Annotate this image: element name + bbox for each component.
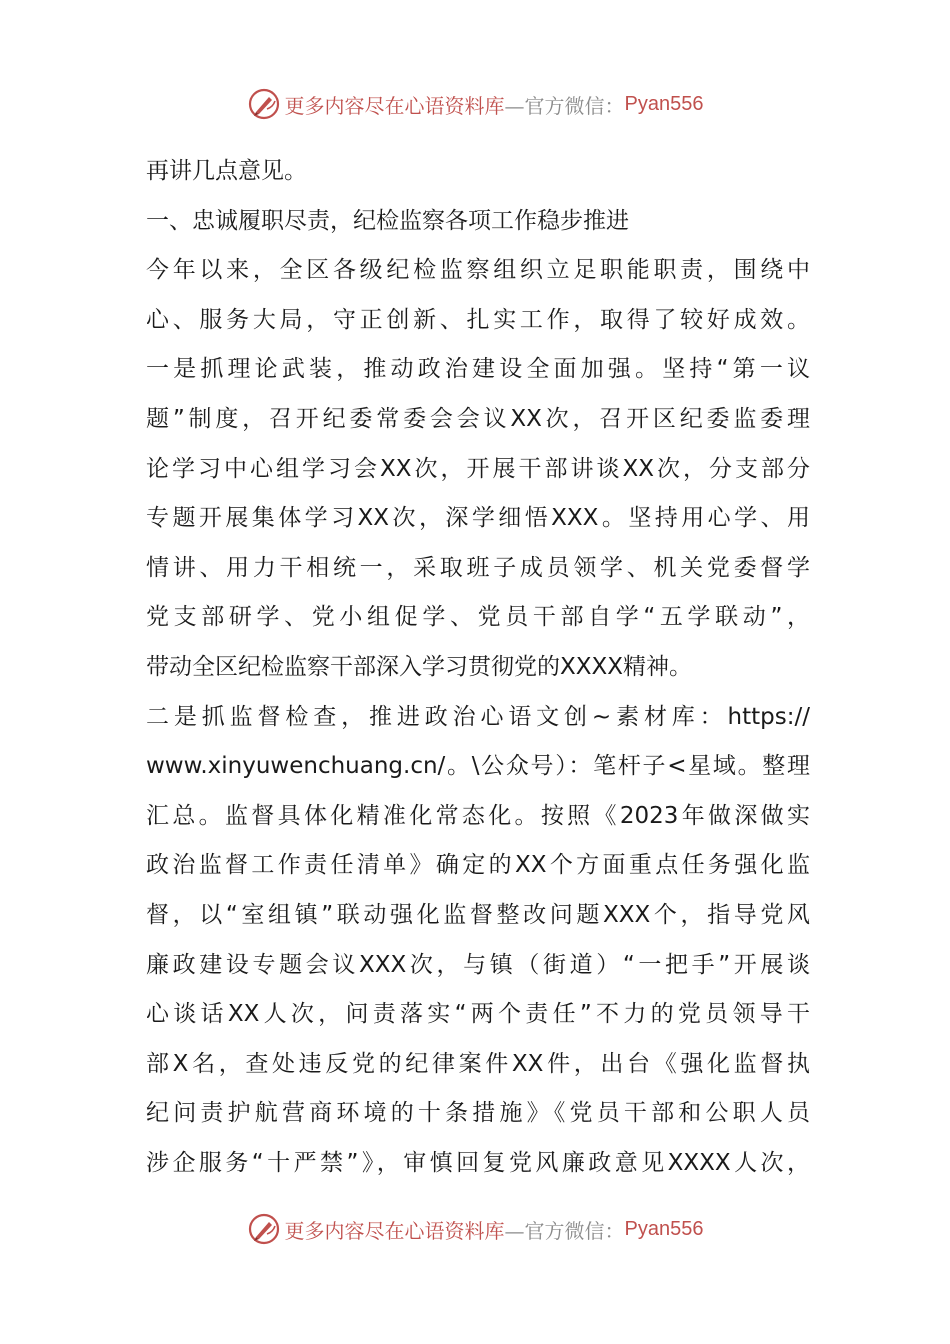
text-line: 部X名，查处违反党的纪律案件XX件，出台《强化监督执: [146, 1050, 810, 1077]
banner-title: 更多内容尽在心语资料库: [284, 1218, 505, 1243]
text-line: 今年以来，全区各级纪检监察组织立足职能职责，围绕中: [146, 257, 810, 284]
text-line: 纪问责护航营商环境的十条措施》《党员干部和公职人员: [146, 1100, 810, 1127]
header-banner: [0, 84, 950, 124]
banner-title: 更多内容尽在心语资料库: [284, 93, 505, 118]
text-line: 专题开展集体学习XX次，深学细悟XXX。坚持用心学、用: [146, 505, 810, 532]
text-line: 督，以“室组镇”联动强化监督整改问题XXX个，指导党风: [146, 901, 810, 928]
text-line: 情讲、用力干相统一，采取班子成员领学、机关党委督学: [146, 554, 810, 581]
banner-subtitle: —官方微信：: [504, 1218, 625, 1243]
footer-banner: [0, 1209, 950, 1249]
banner-wechat-id: Pyan556: [624, 92, 704, 115]
text-line: 一是抓理论武装，推动政治建设全面加强。坚持“第一议: [146, 356, 810, 383]
text-line: 心、服务大局，守正创新、扎实工作，取得了较好成效。: [146, 306, 810, 333]
document-body: [146, 147, 810, 1188]
text-line: 汇总。监督具体化精准化常态化。按照《2023年做深做实: [146, 802, 810, 829]
section-heading: 一、忠诚履职尽责，纪检监察各项工作稳步推进: [146, 207, 629, 234]
pen-logo-icon: [247, 1212, 281, 1246]
text-line: 论学习中心组学习会XX次，开展干部讲谈XX次，分支部分: [146, 455, 810, 482]
text-line: 政治监督工作责任清单》确定的XX个方面重点任务强化监: [146, 852, 810, 879]
text-line: www.xinyuwenchuang.cn/。\公众号）：笔杆子<星域。整理: [146, 753, 810, 780]
text-line: 题”制度，召开纪委常委会会议XX次，召开区纪委监委理: [146, 405, 810, 432]
text-line: 二是抓监督检查，推进政治心语文创~素材库：https://: [146, 703, 810, 730]
text-line: 心谈话XX人次，问责落实“两个责任”不力的党员领导干: [146, 1001, 810, 1028]
banner-wechat-id: Pyan556: [624, 1217, 704, 1240]
banner-subtitle: —官方微信：: [504, 93, 625, 118]
text-line: 党支部研学、党小组促学、党员干部自学“五学联动”，: [146, 604, 810, 631]
pen-logo-icon: [247, 87, 281, 121]
text-line: 廉政建设专题会议XXX次，与镇（街道）“一把手”开展谈: [146, 951, 810, 978]
text-line: 再讲几点意见。: [146, 158, 307, 184]
text-line: 涉企服务“十严禁”》，审慎回复党风廉政意见XXXX人次，: [146, 1149, 810, 1176]
text-line: 带动全区纪检监察干部深入学习贯彻党的XXXX精神。: [146, 653, 693, 680]
